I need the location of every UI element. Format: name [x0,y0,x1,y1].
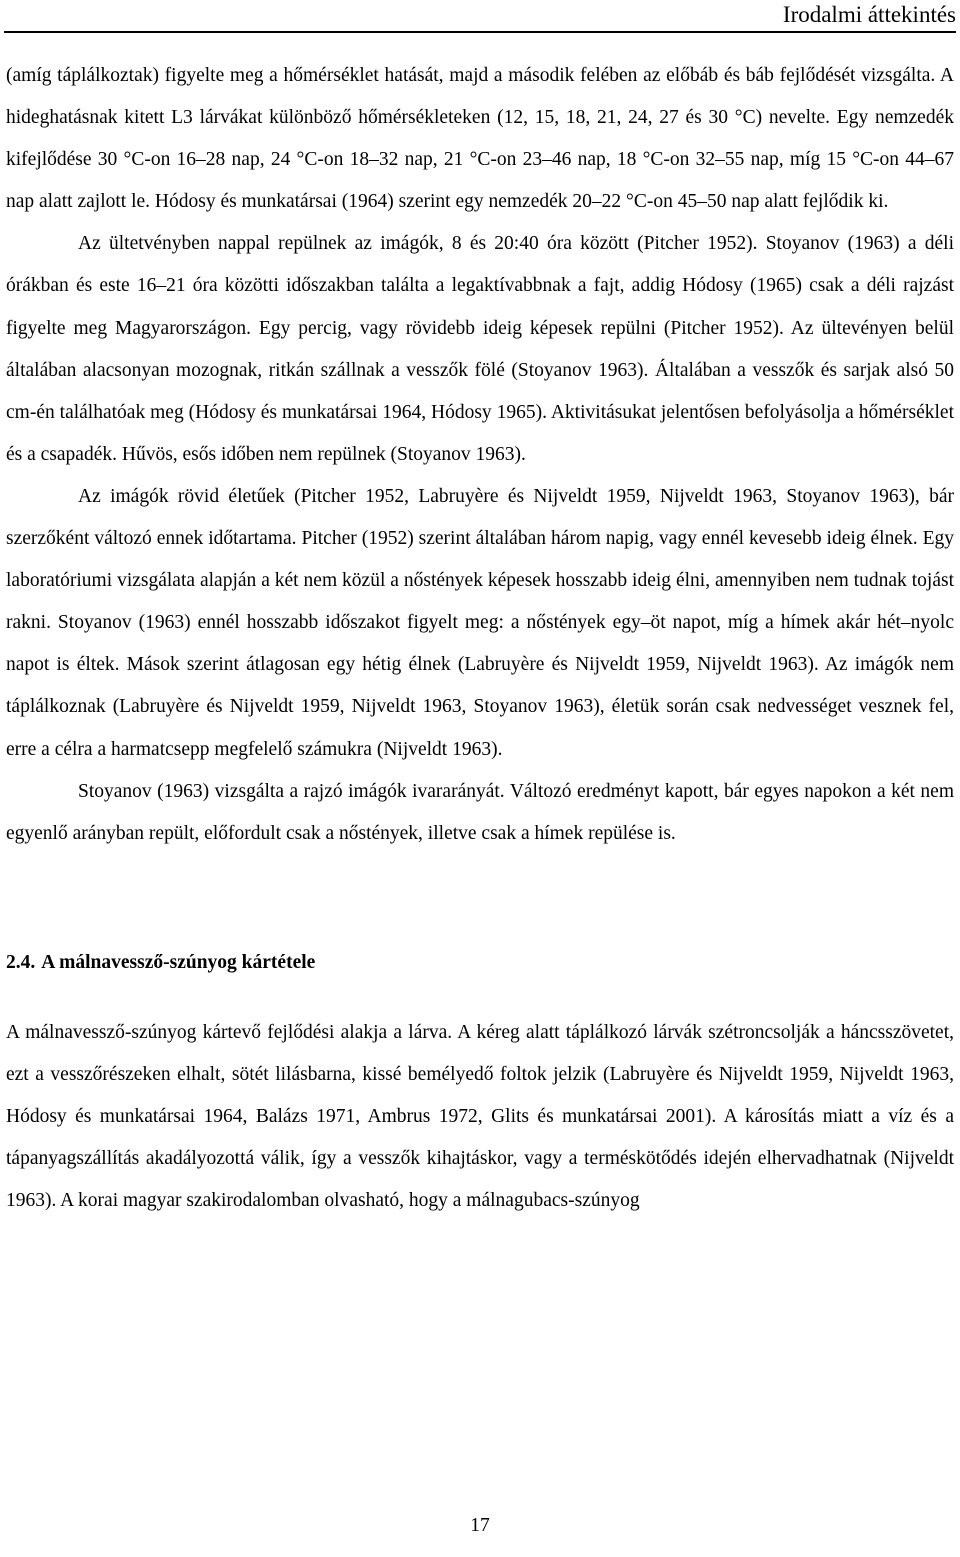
body-paragraph-3: Az imágók rövid életűek (Pitcher 1952, Labruyère és Nijveldt 1959, Nijveldt 1963, Stoyanov 1963), bár szerzőként változó ennek időtartama. Pitcher (1952) szerint általában három napig, vagy ennél kevesebb ideig élnek. Egy laboratóriumi vizsgálata alapján a két nem közül a nőstények képesek hosszabb ideig élni, amennyiben nem tudnak tojást rakni. Stoyanov (1963) ennél hosszabb időszakot figyelt meg: a nőstények egy–öt napot, míg a hímek akár hét–nyolc napot is éltek. Mások szerint átlagosan egy hétig élnek (Labruyère és Nijveldt 1959, Nijveldt 1963). Az imágók nem táplálkoznak (Labruyère és Nijveldt 1959, Nijveldt 1963, Stoyanov 1963), életük során csak nedvességet vesznek fel, erre a célra a harmatcsepp megfelelő számukra (Nijveldt 1963). [6,485,954,760]
header-rule [4,31,956,33]
section-title: A málnavessző-szúnyog kártétele [41,951,316,973]
section-paragraph-1: A málnavessző-szúnyog kártevő fejlődési alakja a lárva. A kéreg alatt táplálkozó lárvák szétroncsolják a háncsszövetet, ezt a vesszőrészeken elhalt, sötét lilásbarna, kissé bemélyedő foltok jelzik (Labruyère és Nijveldt 1959, Nijveldt 1963, Hódosy és munkatársai 1964, Balázs 1971, Ambrus 1972, Glits és munkatársai 2001). A károsítás miatt a víz és a tápanyagszállítás akadályozottá válik, így a vesszők kihajtáskor, vagy a terméskötődés idején elhervadhatnak (Nijveldt 1963). A korai magyar szakirodalomban olvasható, hogy a málnagubacs-szúnyog [6,1021,954,1212]
section-number: 2.4. [6,951,36,973]
page-body [6,55,954,1222]
body-paragraph-2: Az ültetvényben nappal repülnek az imágók, 8 és 20:40 óra között (Pitcher 1952). Stoyanov (1963) a déli órákban és este 16–21 óra közötti időszakban találta a legaktívabbnak a fajt, addig Hódosy (1965) csak a déli rajzást figyelte meg Magyarországon. Egy percig, vagy rövidebb ideig képesek repülni (Pitcher 1952). Az ültevényen belül általában alacsonyan mozognak, ritkán szállnak a vesszők fölé (Stoyanov 1963). Általában a vesszők és sarjak alsó 50 cm-én találhatóak meg (Hódosy és munkatársai 1964, Hódosy 1965). Aktivitásukat jelentősen befolyásolja a hőmérséklet és a csapadék. Hűvös, esős időben nem repülnek (Stoyanov 1963). [6,233,954,465]
page-number: 17 [470,1515,490,1536]
section-heading [6,942,954,984]
body-paragraph-1: (amíg táplálkoztak) figyelte meg a hőmérséklet hatását, majd a második felében az előbáb és báb fejlődését vizsgálta. A hideghatásnak kitett L3 lárvákat különböző hőmérsékleteken (12, 15, 18, 21, 24, 27 és 30 °C) nevelte. Egy nemzedék kifejlődése 30 °C-on 16–28 nap, 24 °C-on 18–32 nap, 21 °C-on 23–46 nap, 18 °C-on 32–55 nap, míg 15 °C-on 44–67 nap alatt zajlott le. Hódosy és munkatársai (1964) szerint egy nemzedék 20–22 °C-on 45–50 nap alatt fejlődik ki. [6,65,954,213]
body-paragraph-4: Stoyanov (1963) vizsgálta a rajzó imágók ivararányát. Változó eredményt kapott, bár egyes napokon a két nem egyenlő arányban repült, előfordult csak a nőstények, illetve csak a hímek repülése is. [6,780,954,844]
running-header: Irodalmi áttekintés [782,2,956,27]
